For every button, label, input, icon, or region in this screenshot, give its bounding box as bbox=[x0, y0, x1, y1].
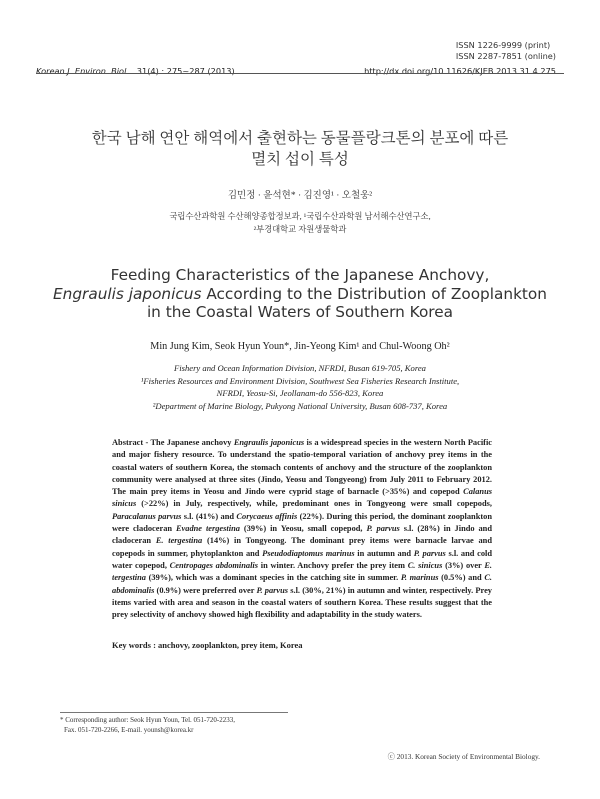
journal-abbrev: Korean J. Environ. Biol. bbox=[36, 66, 129, 76]
abstract: Abstract - The Japanese anchovy Engraulis japonicus is a widespread species in the western North Pacific and major fishery resource. To understand the spatio-temporal variation of anchovy prey items in the coastal waters of southern Korea, the stomach contents of anchovy and the structure of the zooplankton community were analysed at three sites (Jindo, Yeosu and Tongyeong) from July 2011 to February 2012. The main prey items in Yeosu and Jindo were cyprid stage of barnacle (>35%) and copepod Calanus sinicus (>22%) in July, respectively, while, predominant ones in Tongyeong were small copepods, Paracalanus parvus s.l. (41%) and Corycaeus affinis (22%). During this period, the dominant zooplankton were cladoceran Evadne tergestina (39%) in Yeosu, small copepod, P. parvus s.l. (28%) in Jindo and cladoceran E. tergestina (14%) in Tongyeong. The dominant prey items were barnacle larvae and copepods in summer, phytoplankton and Pseudodiaptomus marinus in autumn and P. parvus s.l. and cold water copepod, Centropages abdominalis in winter. Anchovy prefer the prey item C. sinicus (3%) over E. tergestina (39%), which was a dominant species in the catching site in summer. P. marinus (0.5%) and C. abdominalis (0.9%) were preferred over P. parvus s.l. (30%, 21%) in autumn and winter, respectively. Prey items varied with area and season in the coastal waters of southern Korea. These results suggest that the prey selectivity of anchovy showed high flexibility and adaptability in the study waters. bbox=[112, 438, 493, 620]
footnote-line1: * Corresponding author: Seok Hyun Youn, Tel. 051-720-2233, bbox=[60, 716, 235, 724]
korean-title bbox=[0, 128, 600, 170]
english-affil-line3: NFRDI, Yeosu-Si, Jeollanam-do 556-823, Korea bbox=[216, 388, 384, 398]
species-name: Engraulis japonicus bbox=[52, 284, 202, 303]
english-title-line2: Engraulis japonicus According to the Distribution of Zooplankton bbox=[52, 284, 547, 303]
korean-title-line2: 멸치 섭이 특성 bbox=[251, 151, 349, 168]
corresponding-author-footnote bbox=[60, 715, 235, 735]
volume-info: 31(4) : 275~287 (2013) bbox=[136, 66, 235, 76]
korean-affiliations bbox=[0, 211, 600, 236]
footnote-line2: Fax. 051-720-2266, E-mail. younsh@korea.kr bbox=[64, 726, 194, 734]
journal-citation bbox=[36, 66, 235, 76]
issn-online: ISSN 2287-7851 (online) bbox=[455, 51, 556, 61]
doi-link[interactable]: http://dx.doi.org/10.11626/KJEB.2013.31.4.275 bbox=[364, 66, 556, 76]
english-title-line1: Feeding Characteristics of the Japanese Anchovy, bbox=[110, 266, 490, 284]
korean-affil-line1: 국립수산과학원 수산해양종합정보과, ¹국립수산과학원 남서해수산연구소, bbox=[169, 212, 431, 221]
korean-authors: 김민정 · 윤석현* · 김진영¹ · 오철웅² bbox=[227, 191, 373, 201]
english-authors: Min Jung Kim, Seok Hyun Youn*, Jin-Yeong Kim¹ and Chul-Woong Oh² bbox=[150, 341, 450, 352]
english-affil-line2: ¹Fisheries Resources and Environment Division, Southwest Sea Fisheries Research Institute, bbox=[140, 375, 460, 386]
english-title bbox=[0, 266, 600, 322]
english-affiliations bbox=[0, 362, 600, 412]
issn-print: ISSN 1226-9999 (print) bbox=[455, 40, 551, 50]
footnote-rule bbox=[60, 712, 288, 713]
korean-affil-line2: ²부경대학교 자원생물학과 bbox=[253, 224, 347, 234]
issn-block bbox=[456, 40, 556, 62]
korean-title-line1: 한국 남해 연안 해역에서 출현하는 동물플랑크톤의 분포에 따른 bbox=[91, 130, 509, 147]
english-affil-line4: ²Department of Marine Biology, Pukyong National University, Busan 608-737, Korea bbox=[152, 400, 448, 411]
english-affil-line1: Fishery and Ocean Information Division, NFRDI, Busan 619-705, Korea bbox=[174, 363, 426, 373]
keywords: Key words : anchovy, zooplankton, prey item, Korea bbox=[112, 640, 303, 650]
english-title-line3: in the Coastal Waters of Southern Korea bbox=[146, 303, 454, 321]
copyright-notice: ⓒ 2013. Korean Society of Environmental Biology. bbox=[387, 752, 540, 761]
header-rule bbox=[36, 73, 564, 74]
